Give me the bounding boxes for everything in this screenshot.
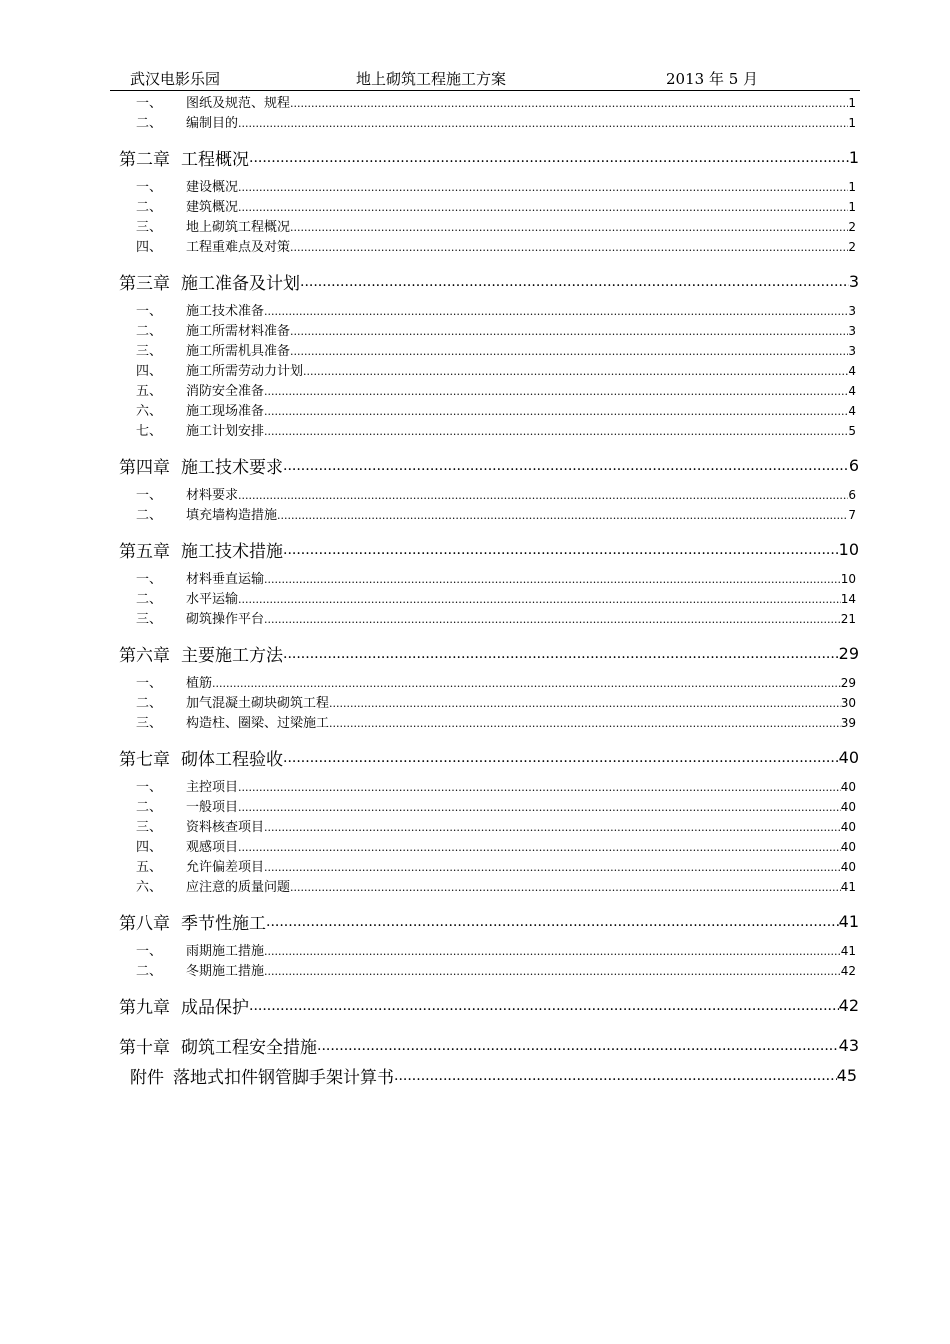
toc-entry-number: 三、 bbox=[136, 220, 163, 235]
toc-entry-page-number: 5 bbox=[848, 424, 856, 438]
toc-entry-page-number: 41 bbox=[838, 911, 859, 931]
toc-appendix-entry[interactable] bbox=[0, 1060, 857, 1090]
toc-entry-page-number: 21 bbox=[840, 612, 856, 626]
toc-section-entry[interactable] bbox=[0, 236, 856, 256]
toc-entry-title: 图纸及规范、规程 bbox=[186, 96, 291, 111]
toc-entry-page-number: 40 bbox=[840, 840, 856, 854]
table-of-contents bbox=[0, 92, 950, 1090]
toc-dot-leader bbox=[290, 240, 848, 255]
toc-section-entry[interactable] bbox=[0, 484, 856, 504]
toc-entry-page-number: 41 bbox=[840, 944, 856, 958]
toc-entry-number: 二、 bbox=[136, 324, 163, 339]
toc-entry-title: 建设概况 bbox=[186, 180, 239, 195]
header-document-title: 地上砌筑工程施工方案 bbox=[356, 70, 507, 88]
toc-entry-number: 一、 bbox=[136, 304, 163, 319]
toc-dot-leader bbox=[277, 508, 848, 523]
toc-entry-page-number: 42 bbox=[838, 995, 859, 1015]
toc-entry-title: 材料垂直运输 bbox=[186, 572, 265, 587]
toc-entry-title: 雨期施工措施 bbox=[186, 944, 265, 959]
toc-entry-page-number: 2 bbox=[848, 240, 856, 254]
toc-entry-page-number: 10 bbox=[838, 539, 859, 559]
toc-entry-page-number: 4 bbox=[848, 404, 856, 418]
toc-entry-number: 二、 bbox=[136, 592, 163, 607]
toc-entry-title: 一般项目 bbox=[186, 800, 239, 815]
toc-dot-leader bbox=[238, 592, 841, 607]
toc-entry-title: 砌筑操作平台 bbox=[186, 612, 265, 627]
toc-entry-title: 施工所需机具准备 bbox=[186, 344, 291, 359]
toc-entry-title: 水平运输 bbox=[186, 592, 239, 607]
toc-entry-title: 消防安全准备 bbox=[186, 384, 265, 399]
toc-entry-number: 二、 bbox=[136, 116, 163, 131]
toc-entry-number: 一、 bbox=[136, 780, 163, 795]
toc-entry-number: 第九章 bbox=[119, 997, 170, 1018]
toc-entry-number: 三、 bbox=[136, 716, 163, 731]
toc-section-entry[interactable] bbox=[0, 112, 856, 132]
toc-dot-leader bbox=[283, 643, 839, 663]
toc-dot-leader bbox=[238, 780, 841, 795]
toc-section-entry[interactable] bbox=[0, 216, 856, 236]
toc-entry-page-number: 14 bbox=[840, 592, 856, 606]
toc-section-entry[interactable] bbox=[0, 672, 856, 692]
toc-entry-number: 四、 bbox=[136, 364, 163, 379]
toc-chapter-entry[interactable] bbox=[0, 142, 859, 172]
toc-dot-leader bbox=[290, 324, 848, 339]
toc-entry-title: 填充墙构造措施 bbox=[186, 508, 278, 523]
toc-section-entry[interactable] bbox=[0, 568, 856, 588]
toc-entry-page-number: 42 bbox=[840, 964, 856, 978]
toc-entry-number: 一、 bbox=[136, 96, 163, 111]
toc-entry-number: 二、 bbox=[136, 964, 163, 979]
toc-entry-title: 材料要求 bbox=[186, 488, 239, 503]
toc-chapter-entry[interactable] bbox=[0, 266, 859, 296]
toc-section-entry[interactable] bbox=[0, 940, 856, 960]
toc-section-entry[interactable] bbox=[0, 504, 856, 524]
toc-dot-leader bbox=[264, 572, 841, 587]
toc-entry-page-number: 30 bbox=[840, 696, 856, 710]
toc-entry-page-number: 3 bbox=[848, 271, 859, 291]
toc-dot-leader bbox=[317, 1035, 839, 1055]
toc-dot-leader bbox=[238, 840, 841, 855]
toc-entry-title: 主控项目 bbox=[186, 780, 239, 795]
toc-dot-leader bbox=[329, 716, 841, 731]
toc-entry-number: 一、 bbox=[136, 944, 163, 959]
toc-entry-title: 施工技术准备 bbox=[186, 304, 265, 319]
toc-section-entry[interactable] bbox=[0, 608, 856, 628]
toc-dot-leader bbox=[266, 911, 839, 931]
toc-entry-title: 构造柱、圈梁、过梁施工 bbox=[186, 716, 330, 731]
toc-entry-page-number: 6 bbox=[848, 488, 856, 502]
toc-entry-number: 三、 bbox=[136, 612, 163, 627]
toc-entry-title: 施工计划安排 bbox=[186, 424, 265, 439]
toc-entry-title: 允许偏差项目 bbox=[186, 860, 265, 875]
toc-entry-title: 资料核查项目 bbox=[186, 820, 265, 835]
toc-section-entry[interactable] bbox=[0, 588, 856, 608]
toc-entry-number: 第三章 bbox=[119, 273, 170, 294]
toc-dot-leader bbox=[290, 96, 848, 111]
toc-entry-page-number: 40 bbox=[840, 820, 856, 834]
toc-entry-number: 四、 bbox=[136, 240, 163, 255]
toc-section-entry[interactable] bbox=[0, 340, 856, 360]
toc-entry-page-number: 4 bbox=[848, 384, 856, 398]
toc-entry-title: 落地式扣件钢管脚手架计算书 bbox=[173, 1067, 394, 1088]
toc-dot-leader bbox=[238, 200, 848, 215]
toc-entry-page-number: 1 bbox=[848, 116, 856, 130]
toc-chapter-entry[interactable] bbox=[0, 534, 859, 564]
toc-dot-leader bbox=[212, 676, 841, 691]
toc-dot-leader bbox=[264, 304, 848, 319]
toc-entry-title: 建筑概况 bbox=[186, 200, 239, 215]
toc-dot-leader bbox=[238, 488, 848, 503]
toc-chapter-entry[interactable] bbox=[0, 742, 859, 772]
toc-chapter-entry[interactable] bbox=[0, 990, 859, 1020]
toc-chapter-entry[interactable] bbox=[0, 450, 859, 480]
toc-dot-leader bbox=[264, 964, 841, 979]
toc-entry-page-number: 43 bbox=[838, 1035, 859, 1055]
toc-entry-number: 六、 bbox=[136, 404, 163, 419]
toc-entry-page-number: 1 bbox=[848, 200, 856, 214]
toc-dot-leader bbox=[264, 944, 841, 959]
toc-entry-title: 施工准备及计划 bbox=[181, 273, 300, 294]
toc-entry-number: 七、 bbox=[136, 424, 163, 439]
toc-entry-page-number: 40 bbox=[840, 780, 856, 794]
toc-entry-number: 一、 bbox=[136, 572, 163, 587]
toc-section-entry[interactable] bbox=[0, 196, 856, 216]
toc-dot-leader bbox=[249, 995, 839, 1015]
toc-entry-page-number: 1 bbox=[848, 180, 856, 194]
page-header bbox=[110, 68, 860, 91]
toc-section-entry[interactable] bbox=[0, 960, 856, 980]
toc-entry-title: 冬期施工措施 bbox=[186, 964, 265, 979]
toc-section-entry[interactable] bbox=[0, 776, 856, 796]
toc-entry-page-number: 10 bbox=[840, 572, 856, 586]
toc-dot-leader bbox=[238, 800, 841, 815]
toc-entry-title: 施工技术要求 bbox=[181, 457, 283, 478]
toc-entry-title: 主要施工方法 bbox=[181, 645, 283, 666]
header-date: 2013 年 5 月 bbox=[666, 70, 759, 88]
toc-entry-page-number: 6 bbox=[848, 455, 859, 475]
toc-section-entry[interactable] bbox=[0, 836, 856, 856]
toc-entry-page-number: 3 bbox=[848, 344, 856, 358]
toc-entry-page-number: 1 bbox=[848, 147, 859, 167]
toc-entry-page-number: 29 bbox=[840, 676, 856, 690]
toc-section-entry[interactable] bbox=[0, 320, 856, 340]
toc-entry-page-number: 39 bbox=[840, 716, 856, 730]
toc-dot-leader bbox=[290, 344, 848, 359]
toc-dot-leader bbox=[290, 880, 841, 895]
toc-entry-title: 砌筑工程安全措施 bbox=[181, 1037, 317, 1058]
toc-entry-number: 第五章 bbox=[119, 541, 170, 562]
toc-entry-page-number: 40 bbox=[838, 747, 859, 767]
toc-dot-leader bbox=[264, 384, 848, 399]
toc-entry-page-number: 45 bbox=[836, 1065, 857, 1085]
toc-entry-title: 成品保护 bbox=[181, 997, 249, 1018]
toc-section-entry[interactable] bbox=[0, 176, 856, 196]
toc-chapter-entry[interactable] bbox=[0, 1030, 859, 1060]
toc-entry-title: 工程重难点及对策 bbox=[186, 240, 291, 255]
toc-entry-page-number: 3 bbox=[848, 304, 856, 318]
toc-section-entry[interactable] bbox=[0, 876, 856, 896]
toc-dot-leader bbox=[264, 404, 848, 419]
toc-dot-leader bbox=[264, 612, 841, 627]
toc-entry-title: 工程概况 bbox=[181, 149, 249, 170]
toc-entry-number: 六、 bbox=[136, 880, 163, 895]
toc-entry-title: 加气混凝土砌块砌筑工程 bbox=[186, 696, 330, 711]
toc-dot-leader bbox=[300, 271, 849, 291]
toc-entry-number: 第七章 bbox=[119, 749, 170, 770]
toc-entry-page-number: 40 bbox=[840, 860, 856, 874]
toc-entry-title: 观感项目 bbox=[186, 840, 239, 855]
toc-entry-number: 二、 bbox=[136, 800, 163, 815]
toc-entry-page-number: 1 bbox=[848, 96, 856, 110]
toc-entry-page-number: 3 bbox=[848, 324, 856, 338]
toc-dot-leader bbox=[238, 180, 848, 195]
toc-dot-leader bbox=[394, 1065, 837, 1085]
toc-section-entry[interactable] bbox=[0, 420, 856, 440]
toc-section-entry[interactable] bbox=[0, 712, 856, 732]
toc-entry-page-number: 2 bbox=[848, 220, 856, 234]
toc-dot-leader bbox=[290, 220, 848, 235]
toc-entry-title: 地上砌筑工程概况 bbox=[186, 220, 291, 235]
toc-entry-page-number: 7 bbox=[848, 508, 856, 522]
toc-entry-page-number: 4 bbox=[848, 364, 856, 378]
toc-chapter-entry[interactable] bbox=[0, 906, 859, 936]
toc-entry-number: 二、 bbox=[136, 200, 163, 215]
toc-chapter-entry[interactable] bbox=[0, 638, 859, 668]
toc-entry-title: 植筋 bbox=[186, 676, 213, 691]
toc-dot-leader bbox=[249, 147, 849, 167]
toc-entry-number: 二、 bbox=[136, 508, 163, 523]
toc-entry-number: 三、 bbox=[136, 344, 163, 359]
toc-entry-number: 第四章 bbox=[119, 457, 170, 478]
toc-entry-number: 三、 bbox=[136, 820, 163, 835]
toc-entry-title: 施工现场准备 bbox=[186, 404, 265, 419]
toc-entry-title: 应注意的质量问题 bbox=[186, 880, 291, 895]
toc-entry-number: 五、 bbox=[136, 384, 163, 399]
toc-dot-leader bbox=[264, 860, 841, 875]
toc-dot-leader bbox=[283, 455, 849, 475]
toc-entry-page-number: 40 bbox=[840, 800, 856, 814]
toc-entry-page-number: 29 bbox=[838, 643, 859, 663]
toc-entry-title: 季节性施工 bbox=[181, 913, 266, 934]
toc-section-entry[interactable] bbox=[0, 856, 856, 876]
toc-entry-number: 第八章 bbox=[119, 913, 170, 934]
toc-dot-leader bbox=[283, 747, 839, 767]
toc-section-entry[interactable] bbox=[0, 692, 856, 712]
toc-entry-title: 施工所需劳动力计划 bbox=[186, 364, 304, 379]
toc-dot-leader bbox=[264, 820, 841, 835]
toc-entry-number: 第十章 bbox=[119, 1037, 170, 1058]
toc-section-entry[interactable] bbox=[0, 92, 856, 112]
toc-dot-leader bbox=[264, 424, 848, 439]
toc-entry-number: 二、 bbox=[136, 696, 163, 711]
toc-section-entry[interactable] bbox=[0, 300, 856, 320]
toc-entry-number: 第二章 bbox=[119, 149, 170, 170]
toc-dot-leader bbox=[283, 539, 839, 559]
toc-entry-number: 五、 bbox=[136, 860, 163, 875]
toc-section-entry[interactable] bbox=[0, 360, 856, 380]
toc-section-entry[interactable] bbox=[0, 796, 856, 816]
toc-entry-number: 附件 bbox=[130, 1067, 164, 1088]
toc-entry-title: 编制目的 bbox=[186, 116, 239, 131]
toc-section-entry[interactable] bbox=[0, 816, 856, 836]
toc-entry-page-number: 41 bbox=[840, 880, 856, 894]
toc-entry-number: 一、 bbox=[136, 676, 163, 691]
header-project-name: 武汉电影乐园 bbox=[130, 70, 221, 88]
toc-entry-number: 一、 bbox=[136, 180, 163, 195]
toc-entry-number: 四、 bbox=[136, 840, 163, 855]
toc-entry-number: 一、 bbox=[136, 488, 163, 503]
toc-section-entry[interactable] bbox=[0, 400, 856, 420]
toc-section-entry[interactable] bbox=[0, 380, 856, 400]
toc-dot-leader bbox=[238, 116, 848, 131]
toc-entry-number: 第六章 bbox=[119, 645, 170, 666]
toc-entry-title: 砌体工程验收 bbox=[181, 749, 283, 770]
toc-dot-leader bbox=[303, 364, 848, 379]
toc-entry-title: 施工所需材料准备 bbox=[186, 324, 291, 339]
toc-dot-leader bbox=[329, 696, 841, 711]
toc-entry-title: 施工技术措施 bbox=[181, 541, 283, 562]
